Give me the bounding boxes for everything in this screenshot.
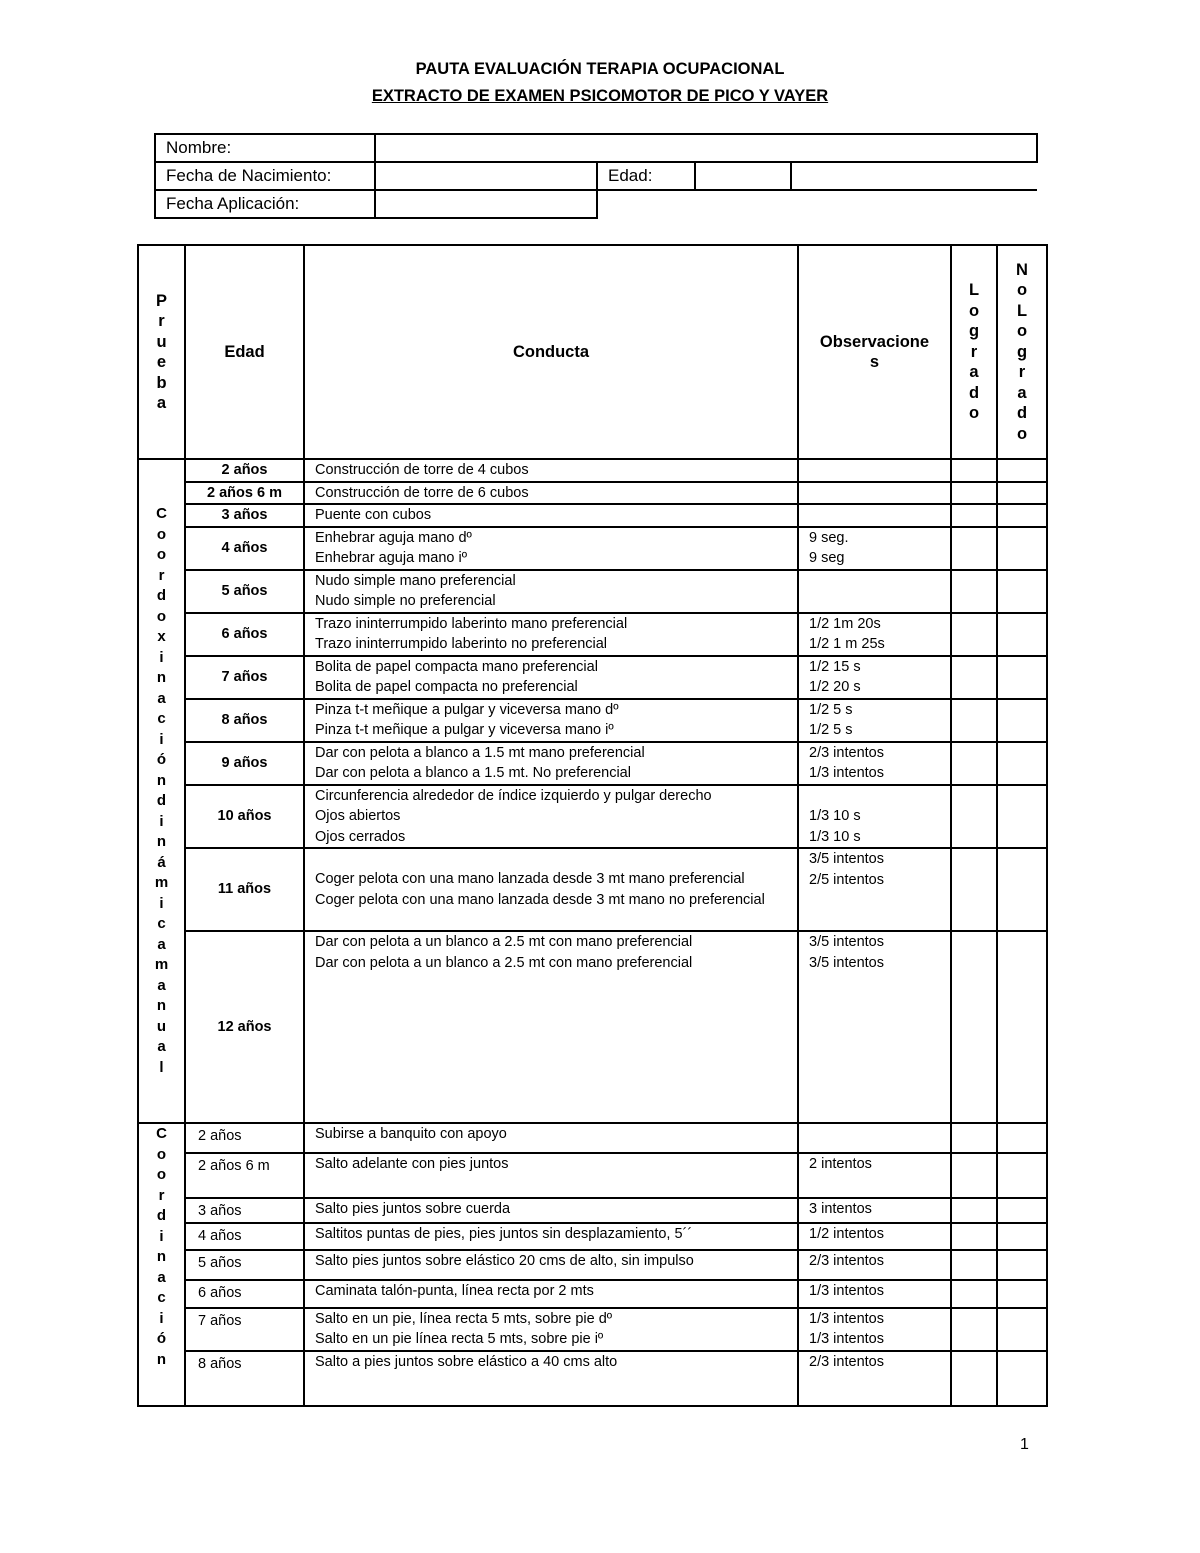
table-row: [138, 527, 1047, 570]
age-cell: 8 años: [185, 1351, 304, 1406]
no-logrado-cell[interactable]: [997, 931, 1047, 1123]
no-logrado-cell[interactable]: [997, 656, 1047, 699]
observaciones-cell[interactable]: 3 intentos: [798, 1198, 951, 1223]
header-observaciones: Observacione s: [798, 245, 951, 459]
conducta-cell: Subirse a banquito con apoyo: [304, 1123, 798, 1153]
age-cell: 7 años: [185, 1308, 304, 1351]
fecha-aplicacion-label: Fecha Aplicación:: [155, 190, 375, 218]
age-cell: 5 años: [185, 1250, 304, 1280]
observaciones-cell[interactable]: 1/2 5 s 1/2 5 s: [798, 699, 951, 742]
evaluation-table: [137, 244, 1048, 1407]
age-cell: 6 años: [185, 1280, 304, 1308]
table-row: [138, 1153, 1047, 1198]
observaciones-cell[interactable]: 1/2 1m 20s 1/2 1 m 25s: [798, 613, 951, 656]
conducta-cell: Dar con pelota a un blanco a 2.5 mt con mano preferencial Dar con pelota a un blanco a 2.5 mt con mano preferencial: [304, 931, 798, 1123]
patient-info-table: [154, 133, 1038, 219]
section-coordinacion: [138, 1123, 1047, 1406]
nombre-field[interactable]: [375, 134, 1037, 162]
header-conducta: Conducta: [304, 245, 798, 459]
header-no-logrado: N o L o g r a d o: [997, 245, 1047, 459]
table-row: [138, 1198, 1047, 1223]
observaciones-cell[interactable]: [798, 504, 951, 527]
table-row: [138, 504, 1047, 527]
no-logrado-cell[interactable]: [997, 848, 1047, 931]
logrado-cell[interactable]: [951, 785, 997, 849]
nombre-label: Nombre:: [155, 134, 375, 162]
observaciones-cell[interactable]: 2 intentos: [798, 1153, 951, 1198]
age-cell: 7 años: [185, 656, 304, 699]
table-row: [138, 1250, 1047, 1280]
conducta-cell: Trazo ininterrumpido laberinto mano preferencial Trazo ininterrumpido laberinto no preferencial: [304, 613, 798, 656]
age-cell: 3 años: [185, 1198, 304, 1223]
age-cell: 4 años: [185, 1223, 304, 1250]
conducta-cell: Salto a pies juntos sobre elástico a 40 cms alto: [304, 1351, 798, 1406]
header-logrado: L o g r a d o: [951, 245, 997, 459]
no-logrado-cell[interactable]: [997, 570, 1047, 613]
no-logrado-cell[interactable]: [997, 1250, 1047, 1280]
age-cell: 11 años: [185, 848, 304, 931]
observaciones-cell[interactable]: 3/5 intentos 2/5 intentos: [798, 848, 951, 931]
table-row: [138, 459, 1047, 482]
section-label: C o o r d o x i n a c i ó n d i n á m i c a m a n u a l: [138, 459, 185, 1123]
document-title: PAUTA EVALUACIÓN TERAPIA OCUPACIONAL: [415, 60, 785, 78]
logrado-cell[interactable]: [951, 1153, 997, 1198]
observaciones-cell[interactable]: 1/3 intentos 1/3 intentos: [798, 1308, 951, 1351]
table-row: [138, 1123, 1047, 1153]
conducta-cell: Puente con cubos: [304, 504, 798, 527]
age-cell: 6 años: [185, 613, 304, 656]
logrado-cell[interactable]: [951, 482, 997, 505]
observaciones-cell[interactable]: 2/3 intentos 1/3 intentos: [798, 742, 951, 785]
table-row: [138, 785, 1047, 849]
conducta-cell: Construcción de torre de 6 cubos: [304, 482, 798, 505]
logrado-cell[interactable]: [951, 504, 997, 527]
logrado-cell[interactable]: [951, 1308, 997, 1351]
age-cell: 12 años: [185, 931, 304, 1123]
conducta-cell: Salto pies juntos sobre cuerda: [304, 1198, 798, 1223]
age-cell: 2 años 6 m: [185, 1153, 304, 1198]
no-logrado-cell[interactable]: [997, 1223, 1047, 1250]
logrado-cell[interactable]: [951, 527, 997, 570]
no-logrado-cell[interactable]: [997, 482, 1047, 505]
table-row: [138, 848, 1047, 931]
section-label: C o o r d i n a c i ó n: [138, 1123, 185, 1406]
observaciones-cell[interactable]: [798, 1123, 951, 1153]
logrado-cell[interactable]: [951, 1250, 997, 1280]
observaciones-cell[interactable]: 2/3 intentos: [798, 1351, 951, 1406]
table-row: [138, 656, 1047, 699]
observaciones-cell[interactable]: 1/3 10 s 1/3 10 s: [798, 785, 951, 849]
age-cell: 10 años: [185, 785, 304, 849]
logrado-cell[interactable]: [951, 656, 997, 699]
conducta-cell: Dar con pelota a blanco a 1.5 mt mano preferencial Dar con pelota a blanco a 1.5 mt. No preferencial: [304, 742, 798, 785]
logrado-cell[interactable]: [951, 699, 997, 742]
age-cell: 9 años: [185, 742, 304, 785]
conducta-cell: Saltitos puntas de pies, pies juntos sin desplazamiento, 5´´: [304, 1223, 798, 1250]
age-cell: 5 años: [185, 570, 304, 613]
conducta-cell: Nudo simple mano preferencial Nudo simple no preferencial: [304, 570, 798, 613]
no-logrado-cell[interactable]: [997, 1123, 1047, 1153]
no-logrado-cell[interactable]: [997, 527, 1047, 570]
observaciones-cell[interactable]: 1/2 15 s 1/2 20 s: [798, 656, 951, 699]
table-row: [138, 570, 1047, 613]
table-row: [138, 482, 1047, 505]
section-coordinacion-manual: [138, 459, 1047, 1123]
logrado-cell[interactable]: [951, 1123, 997, 1153]
observaciones-cell[interactable]: 1/3 intentos: [798, 1280, 951, 1308]
observaciones-cell[interactable]: 9 seg. 9 seg: [798, 527, 951, 570]
conducta-cell: Pinza t-t meñique a pulgar y viceversa mano dº Pinza t-t meñique a pulgar y viceversa mano iº: [304, 699, 798, 742]
age-cell: 2 años: [185, 1123, 304, 1153]
empty-cell: [597, 190, 1037, 218]
age-cell: 3 años: [185, 504, 304, 527]
fecha-aplicacion-field[interactable]: [375, 190, 597, 218]
table-row: [138, 931, 1047, 1123]
table-row: [138, 613, 1047, 656]
header-prueba: P r u e b a: [138, 245, 185, 459]
edad-label: Edad:: [597, 162, 695, 190]
conducta-cell: Bolita de papel compacta mano preferencial Bolita de papel compacta no preferencial: [304, 656, 798, 699]
age-cell: 4 años: [185, 527, 304, 570]
logrado-cell[interactable]: [951, 570, 997, 613]
no-logrado-cell[interactable]: [997, 742, 1047, 785]
conducta-cell: Salto pies juntos sobre elástico 20 cms de alto, sin impulso: [304, 1250, 798, 1280]
table-row: [138, 1308, 1047, 1351]
no-logrado-cell[interactable]: [997, 1308, 1047, 1351]
logrado-cell[interactable]: [951, 1351, 997, 1406]
fecha-nacimiento-label: Fecha de Nacimiento:: [155, 162, 375, 190]
conducta-cell: Enhebrar aguja mano dº Enhebrar aguja mano iº: [304, 527, 798, 570]
logrado-cell[interactable]: [951, 1198, 997, 1223]
logrado-cell[interactable]: [951, 742, 997, 785]
observaciones-cell[interactable]: 1/2 intentos: [798, 1223, 951, 1250]
document-subtitle: EXTRACTO DE EXAMEN PSICOMOTOR DE PICO Y VAYER: [371, 87, 829, 105]
empty-cell: [791, 162, 1037, 190]
conducta-cell: Caminata talón-punta, línea recta por 2 mts: [304, 1280, 798, 1308]
edad-field[interactable]: [695, 162, 791, 190]
table-row: [138, 1280, 1047, 1308]
no-logrado-cell[interactable]: [997, 613, 1047, 656]
conducta-cell: Circunferencia alrededor de índice izquierdo y pulgar derecho Ojos abiertos Ojos cerrados: [304, 785, 798, 849]
logrado-cell[interactable]: [951, 931, 997, 1123]
observaciones-cell[interactable]: [798, 570, 951, 613]
conducta-cell: Salto en un pie, línea recta 5 mts, sobre pie dº Salto en un pie línea recta 5 mts, sobre pie iº: [304, 1308, 798, 1351]
observaciones-cell[interactable]: [798, 482, 951, 505]
fecha-nacimiento-field[interactable]: [375, 162, 597, 190]
conducta-cell: Construcción de torre de 4 cubos: [304, 459, 798, 482]
page-number: 1: [1020, 1436, 1029, 1453]
table-row: [138, 742, 1047, 785]
observaciones-cell[interactable]: 2/3 intentos: [798, 1250, 951, 1280]
logrado-cell[interactable]: [951, 613, 997, 656]
no-logrado-cell[interactable]: [997, 1153, 1047, 1198]
logrado-cell[interactable]: [951, 1223, 997, 1250]
table-row: [138, 1351, 1047, 1406]
no-logrado-cell[interactable]: [997, 504, 1047, 527]
age-cell: 2 años: [185, 459, 304, 482]
no-logrado-cell[interactable]: [997, 785, 1047, 849]
header-edad: Edad: [185, 245, 304, 459]
conducta-cell: Salto adelante con pies juntos: [304, 1153, 798, 1198]
observaciones-cell[interactable]: [798, 459, 951, 482]
age-cell: 8 años: [185, 699, 304, 742]
no-logrado-cell[interactable]: [997, 459, 1047, 482]
conducta-cell: Coger pelota con una mano lanzada desde 3 mt mano preferencial Coger pelota con una mano lanzada desde 3 mt mano no preferencial: [304, 848, 798, 931]
table-row: [138, 699, 1047, 742]
logrado-cell[interactable]: [951, 848, 997, 931]
logrado-cell[interactable]: [951, 1280, 997, 1308]
no-logrado-cell[interactable]: [997, 1198, 1047, 1223]
logrado-cell[interactable]: [951, 459, 997, 482]
no-logrado-cell[interactable]: [997, 1280, 1047, 1308]
table-row: [138, 1223, 1047, 1250]
no-logrado-cell[interactable]: [997, 1351, 1047, 1406]
no-logrado-cell[interactable]: [997, 699, 1047, 742]
age-cell: 2 años 6 m: [185, 482, 304, 505]
observaciones-cell[interactable]: 3/5 intentos 3/5 intentos: [798, 931, 951, 1123]
